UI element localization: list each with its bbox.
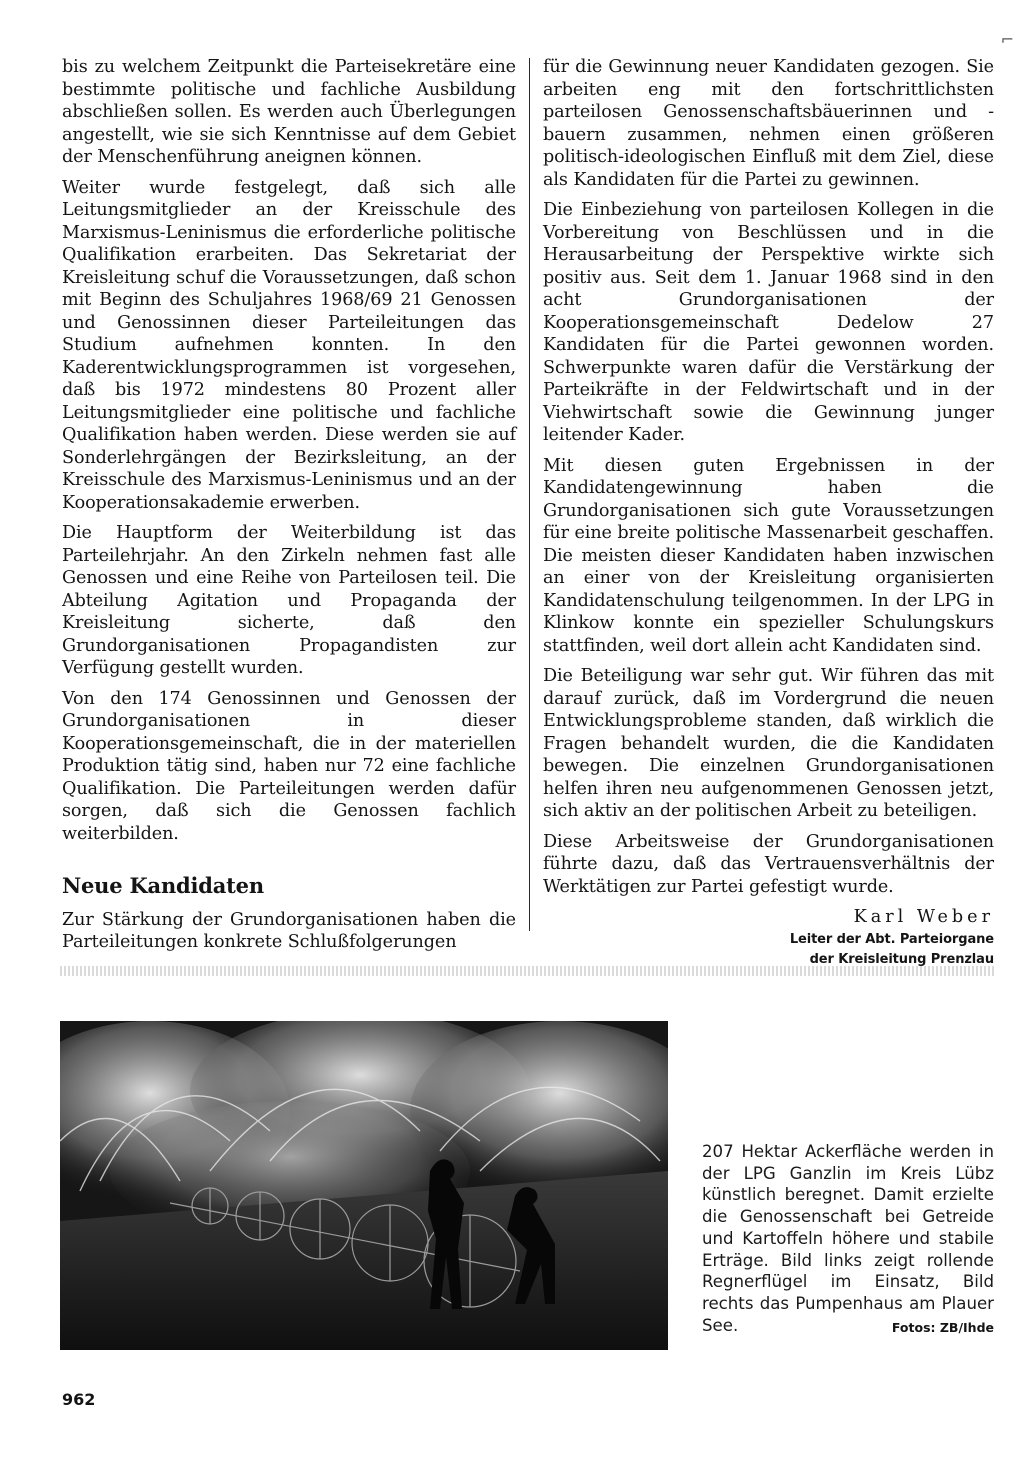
paragraph: Mit diesen guten Ergebnissen in der Kandidatengewinnung haben die Grundorganisationen sich gute Voraussetzungen für eine breite politische Massenarbeit geschaffen. Die meisten dieser Kandidaten haben inzwischen an einer von der Kreisleitung organisierten Kandidatenschulung teilgenommen. In der LPG in Klinkow konnte ein spezieller Schulungskurs stattfinden, weil dort allein acht Kandidaten sind.	[543, 455, 994, 656]
paragraph: Diese Arbeitsweise der Grundorganisationen führte dazu, daß das Vertrauensverhältnis der Werktätigen zur Partei gefestigt wurde.	[543, 831, 994, 897]
photo-caption: 207 Hektar Ackerfläche werden in der LPG Ganzlin im Kreis Lübz künstlich beregnet. Damit erzielte die Genossenschaft bei Getreide und Kartoffeln höhere und stabile Erträge. Bild links zeigt rollende Regnerflügel im Einsatz, Bild rechts das Pumpenhaus am Plauer See.	[702, 1142, 994, 1335]
paragraph: Weiter wurde festgelegt, daß sich alle Leitungsmitglieder an der Kreisschule des Marxismus-Leninismus die erforderliche politische Qualifikation erarbeiten. Das Sekretariat der Kreisleitung schuf die Voraussetzungen, daß schon mit Beginn des Schuljahres 1968/69 21 Genossen und Genossinnen dieser Parteileitungen das Studium aufnehmen konnten. In den Kaderentwicklungsprogrammen ist vorgesehen, daß bis 1972 mindestens 80 Prozent aller Leitungsmitglieder eine politische und fachliche Qualifikation haben werden. Diese werden sie auf Sonderlehrgängen der Bezirksleitung, an der Kreisschule des Marxismus-Leninismus und an der Kooperationsakademie erwerben.	[62, 177, 516, 513]
author-role-line-1: Leiter der Abt. Parteiorgane	[789, 931, 994, 947]
photo-credit: Fotos: ZB/Ihde	[891, 1320, 994, 1335]
paragraph: für die Gewinnung neuer Kandidaten gezogen. Sie arbeiten eng mit den fortschrittlichsten parteilosen Genossenschaftsbäuerinnen und -bauern zusammen, nehmen einen größeren politisch-ideologischen Einfluß mit dem Ziel, diese als Kandidaten für die Partei zu gewinnen.	[543, 57, 994, 190]
column-divider	[529, 58, 530, 931]
paragraph: Die Hauptform der Weiterbildung ist das Parteilehrjahr. An den Zirkeln nehmen fast alle Genossen und eine Reihe von Parteilosen teil. Die Abteilung Agitation und Propaganda der Kreisleitung sicherte, daß den Grundorganisationen Propagandisten zur Verfügung gestellt wurden.	[62, 523, 516, 678]
left-column	[62, 56, 516, 962]
paragraph: Von den 174 Genossinnen und Genossen der Grundorganisationen in dieser Kooperationsgemeinschaft, die in der materiellen Produktion tätig sind, haben nur 72 eine fachliche Qualifikation. Die Parteileitungen werden dafür sorgen, daß sich die Genossen fachlich weiterbilden.	[62, 688, 516, 844]
section-heading: Neue Kandidaten	[62, 873, 264, 898]
section-separator	[60, 966, 994, 976]
paragraph: Zur Stärkung der Grundorganisationen haben die Parteileitungen konkrete Schlußfolgerungen	[62, 909, 516, 952]
right-column	[543, 56, 994, 969]
author-name: Karl Weber	[853, 907, 994, 927]
irrigation-photo	[60, 1021, 668, 1350]
paragraph: Die Einbeziehung von parteilosen Kollegen in die Vorbereitung von Beschlüssen und in die Herausarbeitung der Perspektive wirkte sich positiv aus. Seit dem 1. Januar 1968 sind in den acht Grundorganisationen der Kooperationsgemeinschaft Dedelow 27 Kandidaten für die Partei gewonnen worden. Schwerpunkte waren dafür die Verstärkung der Parteikräfte in der Feldwirtschaft und in der Viehwirtschaft sowie die Gewinnung junger leitender Kader.	[543, 200, 994, 445]
paragraph: Die Beteiligung war sehr gut. Wir führen das mit darauf zurück, daß im Vordergrund die neuen Entwicklungsprobleme standen, daß wirklich die Fragen behandelt wurden, die die Kandidaten bewegen. Die einzelnen Grundorganisationen helfen ihren neu aufgenommenen Genossen jetzt, sich aktiv an der politischen Arbeit zu beteiligen.	[543, 666, 994, 821]
paragraph: bis zu welchem Zeitpunkt die Parteisekretäre eine bestimmte politische und fachliche Ausbildung abschließen sollen. Es werden auch Überlegungen angestellt, wie sie sich Kenntnisse auf dem Gebiet der Menschenführung aneignen können.	[62, 57, 516, 167]
corner-mark: ⌐	[1000, 30, 1014, 49]
author-role-line-2: der Kreisleitung Prenzlau	[809, 951, 994, 967]
page-number: 962	[62, 1390, 96, 1409]
